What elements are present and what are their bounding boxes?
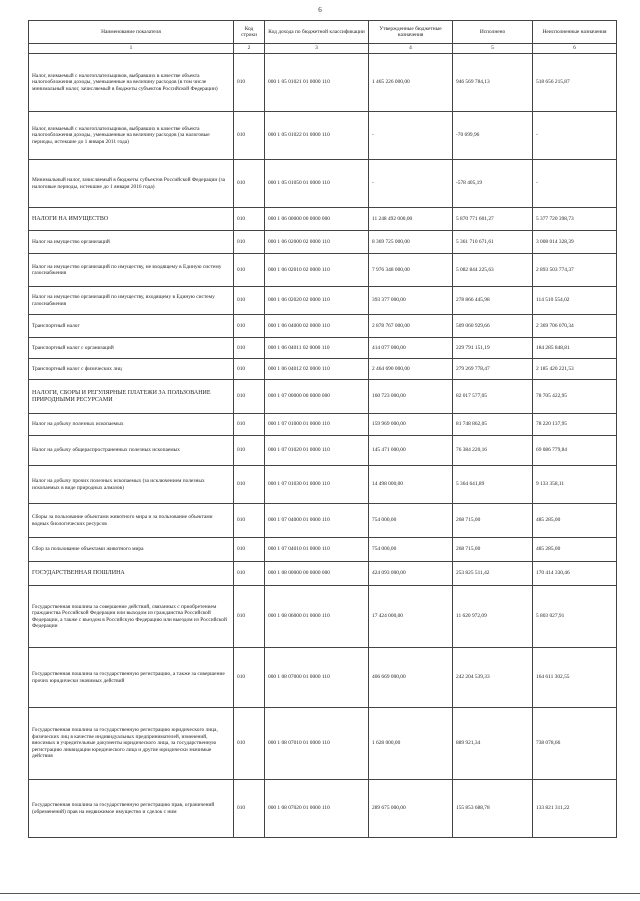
table-row — [29, 586, 617, 648]
indicator-name: Минимальный налог, зачисляемый в бюджеты субъектов Российской Федерации (за налоговые периоды, истекшие до 1 января 2016 года) — [29, 160, 234, 208]
approved-amount: 414 077 000,00 — [369, 338, 453, 359]
line-code: 010 — [234, 466, 265, 504]
line-code: 010 — [234, 780, 265, 838]
line-code: 010 — [234, 380, 265, 414]
table-row — [29, 466, 617, 504]
table-row — [29, 254, 617, 287]
executed-amount: 11 620 972,09 — [453, 586, 533, 648]
table-row — [29, 648, 617, 708]
budget-code: 000 1 06 02000 02 0000 110 — [265, 231, 369, 254]
header-unexecuted: Неисполненные назначения — [533, 21, 617, 44]
unexecuted-amount: 9 133 358,11 — [533, 466, 617, 504]
indicator-name: Государственная пошлина за государственную регистрацию прав, ограничений (обременений) прав на недвижимое имущество и сделок с ним — [29, 780, 234, 838]
column-number: 4 — [369, 44, 453, 54]
indicator-name: Транспортный налог — [29, 315, 234, 338]
budget-code: 000 1 08 07010 01 0000 110 — [265, 708, 369, 780]
line-code: 010 — [234, 54, 265, 112]
line-code: 010 — [234, 648, 265, 708]
unexecuted-amount: 133 821 311,22 — [533, 780, 617, 838]
executed-amount: 5 361 710 671,61 — [453, 231, 533, 254]
indicator-name: НАЛОГИ НА ИМУЩЕСТВО — [29, 208, 234, 231]
budget-code: 000 1 07 04010 01 0000 110 — [265, 538, 369, 562]
approved-amount: 8 369 725 000,00 — [369, 231, 453, 254]
budget-code: 000 1 07 04000 01 0000 110 — [265, 504, 369, 538]
line-code: 010 — [234, 586, 265, 648]
approved-amount: 393 377 000,00 — [369, 287, 453, 315]
executed-amount: 946 569 784,13 — [453, 54, 533, 112]
executed-amount: -578 405,19 — [453, 160, 533, 208]
table-row — [29, 359, 617, 380]
column-number-row — [29, 44, 617, 54]
table-row — [29, 54, 617, 112]
unexecuted-amount: 2 185 420 221,53 — [533, 359, 617, 380]
approved-amount: 1 465 226 000,00 — [369, 54, 453, 112]
unexecuted-amount: 485 285,00 — [533, 504, 617, 538]
executed-amount: 5 082 844 225,63 — [453, 254, 533, 287]
column-number: 2 — [234, 44, 265, 54]
approved-amount: 1 628 000,00 — [369, 708, 453, 780]
unexecuted-amount: 738 078,66 — [533, 708, 617, 780]
unexecuted-amount: 2 893 503 774,37 — [533, 254, 617, 287]
indicator-name: Государственная пошлина за совершение действий, связанных с приобретением гражданства Российской Федерации или выходом из гражданства Российской Федерации, а также с въездом в Российскую Федерацию или выездом из Российской Федерации — [29, 586, 234, 648]
unexecuted-amount: 114 510 554,02 — [533, 287, 617, 315]
approved-amount: 11 248 492 000,00 — [369, 208, 453, 231]
approved-amount: 7 976 348 000,00 — [369, 254, 453, 287]
unexecuted-amount: 164 611 302,55 — [533, 648, 617, 708]
line-code: 010 — [234, 160, 265, 208]
page-number: 6 — [318, 6, 322, 14]
budget-code: 000 1 06 04011 02 0000 110 — [265, 338, 369, 359]
budget-code: 000 1 07 00000 00 0000 000 — [265, 380, 369, 414]
budget-code: 000 1 08 06000 01 0000 110 — [265, 586, 369, 648]
budget-code: 000 1 05 01021 01 0000 110 — [265, 54, 369, 112]
indicator-name: Налог на добычу прочих полезных ископаемых (за исключением полезных ископаемых в виде природных алмазов) — [29, 466, 234, 504]
executed-amount: -70 699,96 — [453, 112, 533, 160]
unexecuted-amount: 2 369 706 070,34 — [533, 315, 617, 338]
unexecuted-amount: 5 377 720 398,73 — [533, 208, 617, 231]
indicator-name: ГОСУДАРСТВЕННАЯ ПОШЛИНА — [29, 562, 234, 586]
unexecuted-amount: 3 008 014 328,39 — [533, 231, 617, 254]
budget-code: 000 1 08 07020 01 0000 110 — [265, 780, 369, 838]
unexecuted-amount: 485 285,00 — [533, 538, 617, 562]
unexecuted-amount: 170 414 330,46 — [533, 562, 617, 586]
executed-amount: 278 866 445,98 — [453, 287, 533, 315]
unexecuted-amount: - — [533, 112, 617, 160]
page-bottom-rule — [0, 893, 640, 894]
table-row — [29, 380, 617, 414]
table-row — [29, 708, 617, 780]
unexecuted-amount: 518 656 215,87 — [533, 54, 617, 112]
table-row — [29, 160, 617, 208]
executed-amount: 81 748 862,05 — [453, 414, 533, 436]
line-code: 010 — [234, 112, 265, 160]
budget-code: 000 1 06 02020 02 0000 110 — [265, 287, 369, 315]
executed-amount: 279 269 778,47 — [453, 359, 533, 380]
budget-code: 000 1 07 01020 01 0000 110 — [265, 436, 369, 466]
executed-amount: 509 060 929,66 — [453, 315, 533, 338]
budget-code: 000 1 05 01050 01 0000 110 — [265, 160, 369, 208]
indicator-name: Налог на имущество организаций по имуществу, входящему в Единую систему газоснабжения — [29, 287, 234, 315]
approved-amount: 754 000,00 — [369, 538, 453, 562]
line-code: 010 — [234, 538, 265, 562]
indicator-name: Сборы за пользование объектами животного мира и за пользование объектами водных биологических ресурсов — [29, 504, 234, 538]
line-code: 010 — [234, 414, 265, 436]
budget-code: 000 1 06 04012 02 0000 110 — [265, 359, 369, 380]
executed-amount: 5 364 641,89 — [453, 466, 533, 504]
budget-code: 000 1 08 00000 00 0000 000 — [265, 562, 369, 586]
table-row — [29, 436, 617, 466]
unexecuted-amount: 78 705 422,95 — [533, 380, 617, 414]
indicator-name: Государственная пошлина за государственную регистрацию юридического лица, физических лиц в качестве индивидуальных предпринимателей, изменений, вносимых в учредительные документы юридического лица, за государственную регистрацию ликвидации юридического лица и другие юридически значимые действия — [29, 708, 234, 780]
header-indicator: Наименование показателя — [29, 21, 234, 44]
header-executed: Исполнено — [453, 21, 533, 44]
table-row — [29, 538, 617, 562]
table-row — [29, 208, 617, 231]
line-code: 010 — [234, 562, 265, 586]
executed-amount: 76 384 220,16 — [453, 436, 533, 466]
approved-amount: 2 878 767 000,00 — [369, 315, 453, 338]
line-code: 010 — [234, 287, 265, 315]
table-row — [29, 315, 617, 338]
indicator-name: Налог, взимаемый с налогоплательщиков, выбравших в качестве объекта налогообложения доходы, уменьшенные на величину расходов (за налоговые периоды, истекшие до 1 января 2011 года) — [29, 112, 234, 160]
header-row — [29, 21, 617, 44]
column-number: 3 — [265, 44, 369, 54]
table-row — [29, 287, 617, 315]
indicator-name: Налог, взимаемый с налогоплательщиков, выбравших в качестве объекта налогообложения доходы, уменьшенные на величину расходов (в том числе минимальный налог, зачисляемый в бюджеты субъектов Российской Федерации) — [29, 54, 234, 112]
indicator-name: Налог на имущество организаций — [29, 231, 234, 254]
header-line-code: Код строки — [234, 21, 265, 44]
approved-amount: 17 424 000,00 — [369, 586, 453, 648]
line-code: 010 — [234, 231, 265, 254]
column-number: 1 — [29, 44, 234, 54]
budget-code: 000 1 06 00000 00 0000 000 — [265, 208, 369, 231]
unexecuted-amount: 78 220 137,95 — [533, 414, 617, 436]
column-number: 5 — [453, 44, 533, 54]
table-row — [29, 780, 617, 838]
approved-amount: 2 464 690 000,00 — [369, 359, 453, 380]
indicator-name: Сбор за пользование объектами животного мира — [29, 538, 234, 562]
approved-amount: 754 000,00 — [369, 504, 453, 538]
report-table — [28, 20, 617, 838]
approved-amount: - — [369, 160, 453, 208]
table-row — [29, 231, 617, 254]
column-number: 6 — [533, 44, 617, 54]
indicator-name: Транспортный налог с организаций — [29, 338, 234, 359]
approved-amount: 160 723 000,00 — [369, 380, 453, 414]
approved-amount: 145 471 000,00 — [369, 436, 453, 466]
budget-code: 000 1 08 07000 01 0000 110 — [265, 648, 369, 708]
executed-amount: 82 017 577,05 — [453, 380, 533, 414]
budget-code: 000 1 07 01030 01 0000 110 — [265, 466, 369, 504]
table-row — [29, 504, 617, 538]
table-row — [29, 414, 617, 436]
table-body — [29, 54, 617, 838]
indicator-name: Государственная пошлина за государственную регистрацию, а также за совершение прочих юридически значимых действий — [29, 648, 234, 708]
executed-amount: 268 715,00 — [453, 504, 533, 538]
executed-amount: 5 870 771 601,27 — [453, 208, 533, 231]
approved-amount: 289 675 000,00 — [369, 780, 453, 838]
unexecuted-amount: 69 086 779,84 — [533, 436, 617, 466]
line-code: 010 — [234, 504, 265, 538]
line-code: 010 — [234, 315, 265, 338]
indicator-name: Налог на имущество организаций по имуществу, не входящему в Единую систему газоснабжения — [29, 254, 234, 287]
executed-amount: 268 715,00 — [453, 538, 533, 562]
executed-amount: 253 825 511,42 — [453, 562, 533, 586]
table-row — [29, 112, 617, 160]
indicator-name: Транспортный налог с физических лиц — [29, 359, 234, 380]
indicator-name: Налог на добычу полезных ископаемых — [29, 414, 234, 436]
line-code: 010 — [234, 436, 265, 466]
line-code: 010 — [234, 359, 265, 380]
executed-amount: 889 921,34 — [453, 708, 533, 780]
approved-amount: 14 498 000,00 — [369, 466, 453, 504]
indicator-name: Налог на добычу общераспространенных полезных ископаемых — [29, 436, 234, 466]
unexecuted-amount: 184 285 848,81 — [533, 338, 617, 359]
executed-amount: 155 853 688,78 — [453, 780, 533, 838]
line-code: 010 — [234, 208, 265, 231]
line-code: 010 — [234, 338, 265, 359]
approved-amount: 424 093 000,00 — [369, 562, 453, 586]
table-row — [29, 562, 617, 586]
approved-amount: 406 669 000,00 — [369, 648, 453, 708]
executed-amount: 242 204 539,33 — [453, 648, 533, 708]
budget-code: 000 1 06 04000 02 0000 110 — [265, 315, 369, 338]
unexecuted-amount: 5 803 027,91 — [533, 586, 617, 648]
line-code: 010 — [234, 254, 265, 287]
header-budget-code: Код дохода по бюджетной классификации — [265, 21, 369, 44]
approved-amount: - — [369, 112, 453, 160]
approved-amount: 159 969 000,00 — [369, 414, 453, 436]
budget-code: 000 1 05 01022 01 0000 110 — [265, 112, 369, 160]
executed-amount: 229 791 151,19 — [453, 338, 533, 359]
budget-code: 000 1 06 02010 02 0000 110 — [265, 254, 369, 287]
table-row — [29, 338, 617, 359]
line-code: 010 — [234, 708, 265, 780]
unexecuted-amount: - — [533, 160, 617, 208]
budget-code: 000 1 07 01000 01 0000 110 — [265, 414, 369, 436]
indicator-name: НАЛОГИ, СБОРЫ И РЕГУЛЯРНЫЕ ПЛАТЕЖИ ЗА ПОЛЬЗОВАНИЕ ПРИРОДНЫМИ РЕСУРСАМИ — [29, 380, 234, 414]
header-approved: Утвержденные бюджетные назначения — [369, 21, 453, 44]
